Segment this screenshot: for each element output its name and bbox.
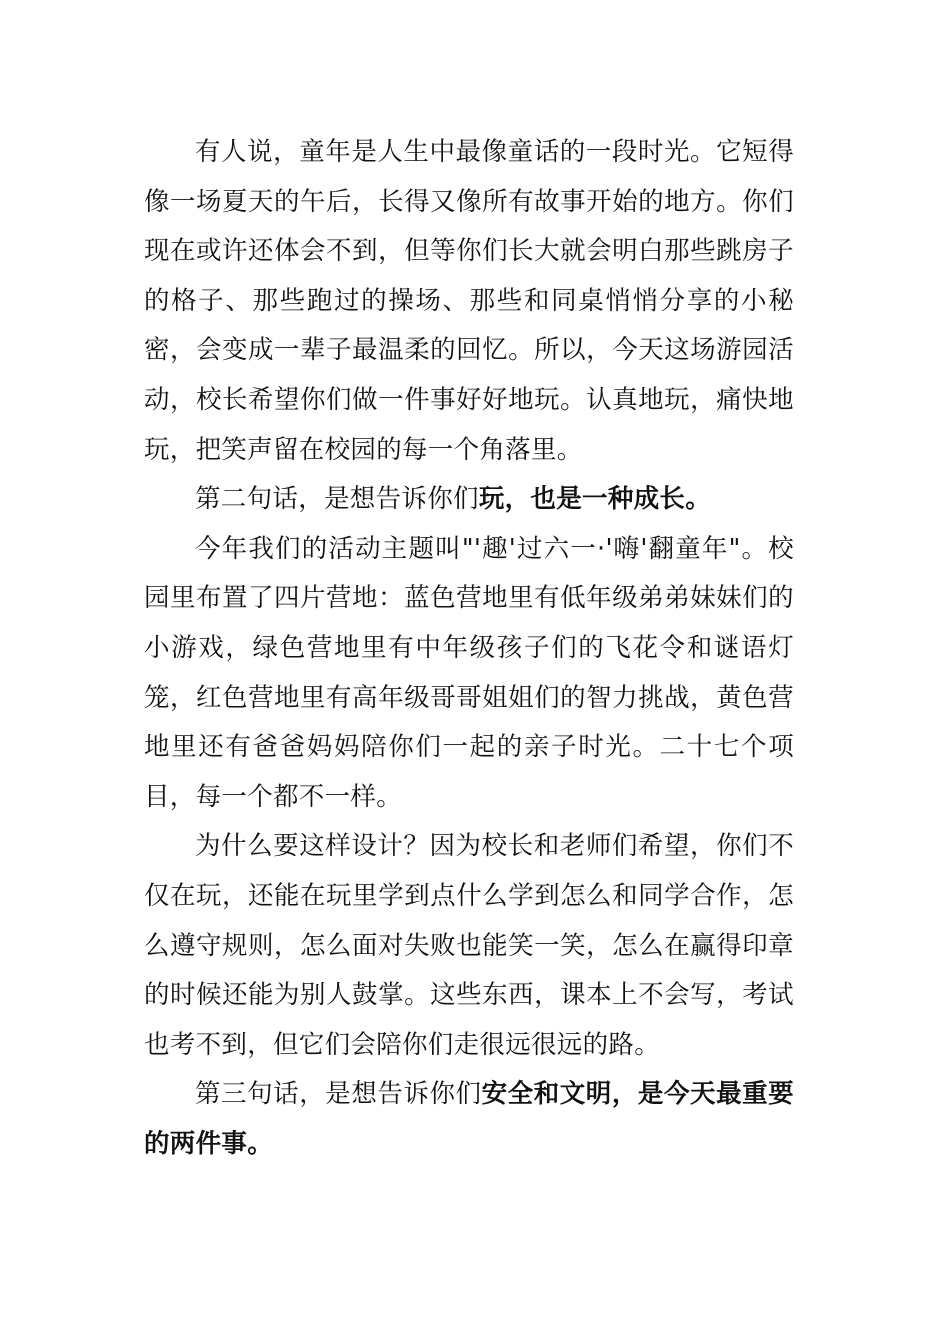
paragraph-childhood: 有人说，童年是人生中最像童话的一段时光。它短得像一场夏天的午后，长得又像所有故事开始的地方。你们现在或许还体会不到，但等你们长大就会明白那些跳房子的格子、那些跑过的操场、那些和同桌悄悄分享的小秘密，会变成一辈子最温柔的回忆。所以，今天这场游园活动，校长希望你们做一件事好好地玩。认真地玩，痛快地玩，把笑声留在校园的每一个角落里。	[144, 137, 794, 465]
third-point-lead: 第三句话，是想告诉你们	[195, 1079, 482, 1110]
second-point-emphasis: 玩，也是一种成长。	[478, 484, 712, 515]
speech-body	[144, 128, 794, 1169]
paragraph-second-point	[144, 475, 794, 525]
paragraph-third-point	[144, 1070, 794, 1169]
paragraph-design-reason: 为什么要这样设计？因为校长和老师们希望，你们不仅在玩，还能在玩里学到点什么学到怎么和同学合作，怎么遵守规则，怎么面对失败也能笑一笑，怎么在赢得印章的时候还能为别人鼓掌。这些东西，课本上不会写，考试也考不到，但它们会陪你们走很远很远的路。	[144, 831, 794, 1060]
paragraph-activity-theme: 今年我们的活动主题叫"'趣'过六一·'嗨'翻童年"。校园里布置了四片营地：蓝色营地里有低年级弟弟妹妹们的小游戏，绿色营地里有中年级孩子们的飞花令和谜语灯笼，红色营地里有高年级哥哥姐姐们的智力挑战，黄色营地里还有爸爸妈妈陪你们一起的亲子时光。二十七个项目，每一个都不一样。	[144, 533, 794, 812]
third-point-emphasis: 安全和文明，是今天最重要的两件事。	[144, 1079, 794, 1159]
second-point-lead: 第二句话，是想告诉你们	[195, 484, 479, 515]
